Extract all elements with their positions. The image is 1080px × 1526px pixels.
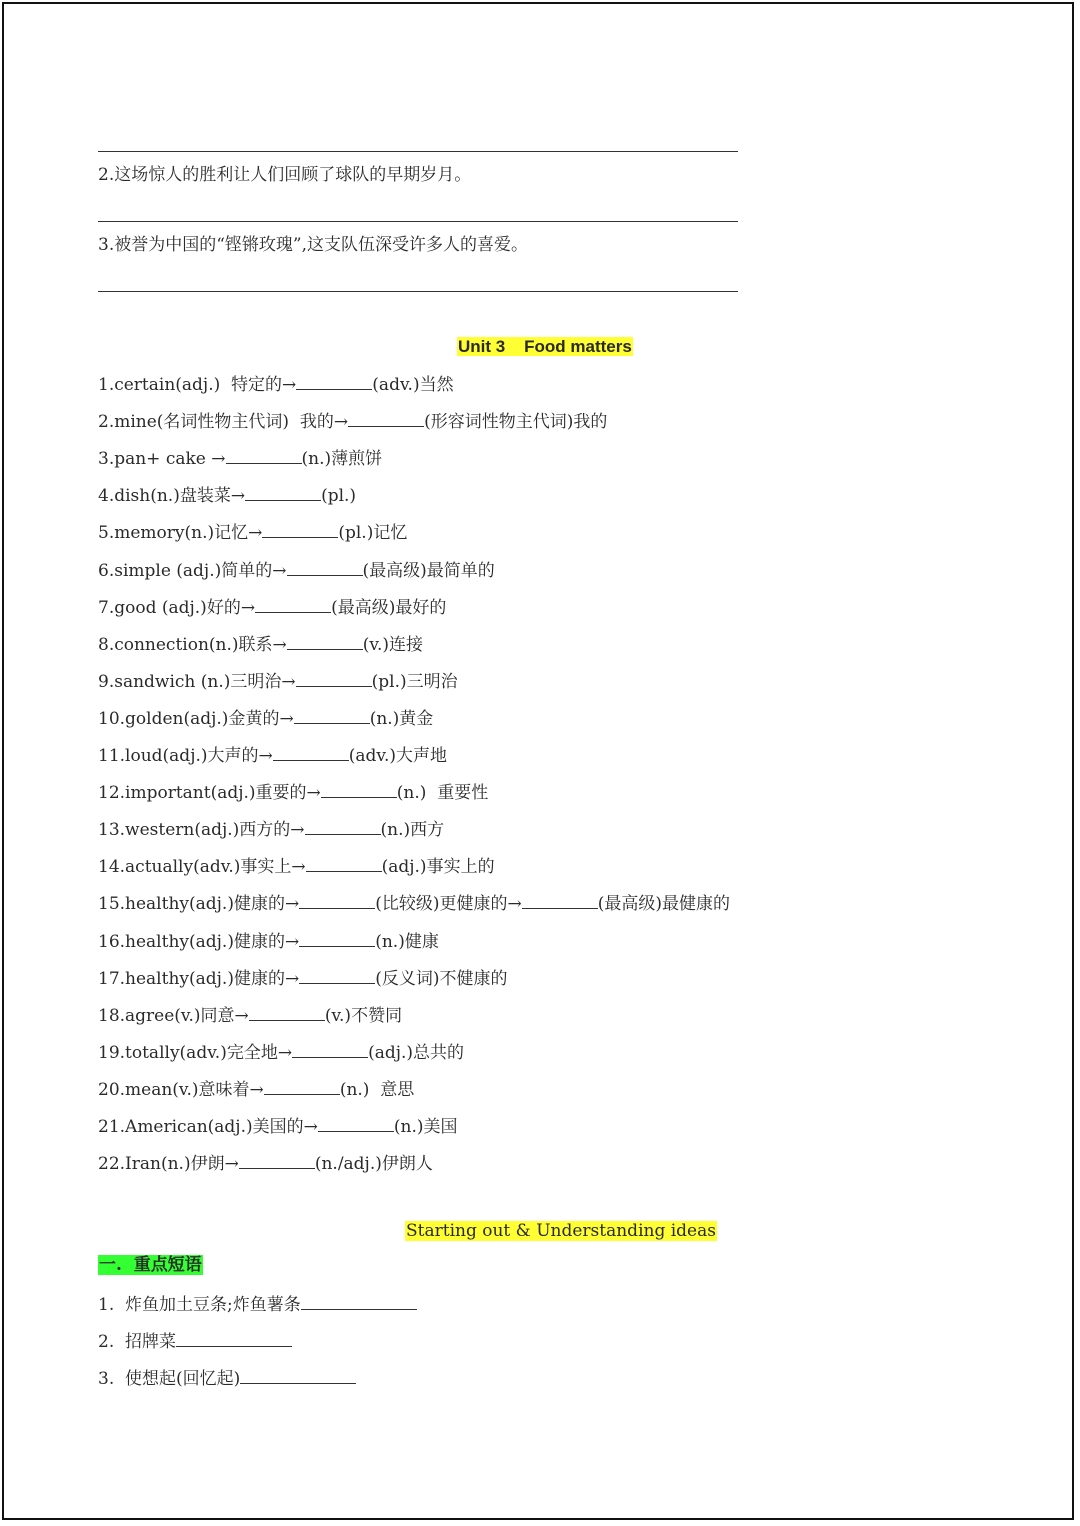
word-target: (反义词)不健康的 [375,968,508,989]
word-item [98,890,730,915]
section-title [405,1220,717,1242]
word-item [98,816,444,841]
answer-blank[interactable] [249,1002,325,1021]
answer-blank[interactable] [245,482,321,501]
word-prompt: 15.healthy(adj.)健康的→ [98,894,300,915]
word-target: (形容词性物主代词)我的 [424,412,608,433]
answer-line[interactable] [98,151,738,152]
word-prompt: 7.good (adj.)好的→ [98,597,256,618]
phrase-text: 2. 招牌菜 [98,1332,177,1352]
answer-blank[interactable] [273,742,349,761]
word-prompt: 3.pan+ cake → [98,449,226,470]
word-item [98,705,433,730]
word-item [98,1076,414,1101]
word-target: (n.) 意思 [339,1079,415,1100]
word-target: (n.)黄金 [369,708,434,729]
answer-blank[interactable] [239,1150,315,1169]
word-item [98,1113,458,1138]
word-prompt: 20.mean(v.)意味着→ [98,1079,264,1100]
word-target: (adj.)事实上的 [381,857,495,878]
word-target: (最高级)最健康的 [597,894,730,915]
word-target: (adj.)总共的 [368,1042,465,1063]
word-prompt: 5.memory(n.)记忆→ [98,523,263,544]
word-target: (adv.)当然 [372,375,454,395]
answer-blank[interactable] [305,816,381,835]
word-item [98,965,507,990]
word-prompt: 17.healthy(adj.)健康的→ [98,968,300,989]
word-prompt: 2.mine(名词性物主代词) 我的→ [98,412,349,433]
subsection-title [98,1254,203,1276]
word-target: (最高级)最好的 [331,597,447,618]
word-prompt: 4.dish(n.)盘装菜→ [98,486,246,507]
word-item [98,1039,464,1064]
word-target: (比较级)更健康的→ [375,894,522,915]
answer-line[interactable] [98,221,738,222]
word-prompt: 8.connection(n.)联系→ [98,634,287,655]
word-target: (adv.)大声地 [348,746,448,766]
answer-blank[interactable] [255,594,331,613]
word-item [98,742,447,767]
answer-blank[interactable] [226,445,302,464]
phrase-text: 3. 使想起(回忆起) [98,1369,241,1389]
word-target: (n.)薄煎饼 [301,449,383,470]
phrase-item [98,1291,417,1316]
section-title-text: Starting out & Understanding ideas [406,1221,716,1241]
unit-title-text: Unit 3 Food matters [458,337,632,356]
word-target: (v.)连接 [362,634,424,655]
unit-title [457,336,633,358]
answer-blank[interactable] [296,668,372,687]
word-target: (n.)健康 [375,931,439,952]
answer-blank[interactable] [264,1076,340,1095]
word-target: (pl.)三明治 [371,671,458,692]
word-prompt: 18.agree(v.)同意→ [98,1005,249,1026]
word-prompt: 10.golden(adj.)金黄的→ [98,708,294,729]
word-prompt: 22.Iran(n.)伊朗→ [98,1154,239,1175]
word-prompt: 6.simple (adj.)简单的→ [98,560,287,581]
word-prompt: 16.healthy(adj.)健康的→ [98,931,300,952]
word-prompt: 19.totally(adv.)完全地→ [98,1042,293,1063]
word-target: (n.) 重要性 [396,783,489,804]
word-item [98,371,454,396]
word-target: (v.)不赞同 [324,1005,403,1026]
phrase-text: 1. 炸鱼加土豆条;炸鱼薯条 [98,1295,301,1315]
answer-blank[interactable] [348,408,424,427]
phrase-item [98,1365,356,1390]
answer-blank[interactable] [292,1039,368,1058]
word-prompt: 9.sandwich (n.)三明治→ [98,671,296,692]
word-target: (最高级)最简单的 [362,560,495,581]
answer-blank[interactable] [296,371,372,390]
answer-blank[interactable] [321,779,397,798]
answer-blank[interactable] [299,890,375,909]
answer-blank[interactable] [287,631,363,650]
answer-blank[interactable] [287,557,363,576]
word-item [98,408,607,433]
answer-blank[interactable] [299,928,375,947]
word-item [98,482,356,507]
word-item [98,1150,433,1175]
word-item [98,1002,402,1027]
translation-item: 3.被誉为中国的“铿锵玫瑰”,这支队伍深受许多人的喜爱。 [98,235,529,255]
word-prompt: 13.western(adj.)西方的→ [98,820,305,841]
answer-line[interactable] [98,291,738,292]
word-item [98,779,488,804]
answer-blank[interactable] [306,853,382,872]
word-item [98,445,382,470]
answer-blank[interactable] [240,1365,356,1384]
word-prompt: 21.American(adj.)美国的→ [98,1117,318,1137]
word-item [98,557,495,582]
phrase-item [98,1328,292,1353]
answer-blank[interactable] [176,1328,292,1347]
word-target: (n.)美国 [393,1117,458,1137]
word-target: (pl.)记忆 [338,523,408,544]
answer-blank[interactable] [262,519,338,538]
word-prompt: 1.certain(adj.) 特定的→ [98,375,297,395]
word-prompt: 11.loud(adj.)大声的→ [98,746,273,766]
word-prompt: 12.important(adj.)重要的→ [98,783,321,804]
word-target: (pl.) [321,486,357,507]
word-item [98,668,458,693]
word-item [98,631,423,656]
word-item [98,594,446,619]
answer-blank[interactable] [318,1113,394,1132]
subsection-title-text: 一. 重点短语 [99,1255,202,1275]
answer-blank[interactable] [301,1291,417,1310]
word-item [98,519,407,544]
word-target: (n.)西方 [380,820,445,841]
word-item [98,928,439,953]
word-target: (n./adj.)伊朗人 [314,1154,433,1175]
answer-blank[interactable] [299,965,375,984]
word-item [98,853,495,878]
translation-item: 2.这场惊人的胜利让人们回顾了球队的早期岁月。 [98,165,472,185]
word-prompt: 14.actually(adv.)事实上→ [98,857,306,878]
answer-blank[interactable] [522,890,598,909]
answer-blank[interactable] [294,705,370,724]
